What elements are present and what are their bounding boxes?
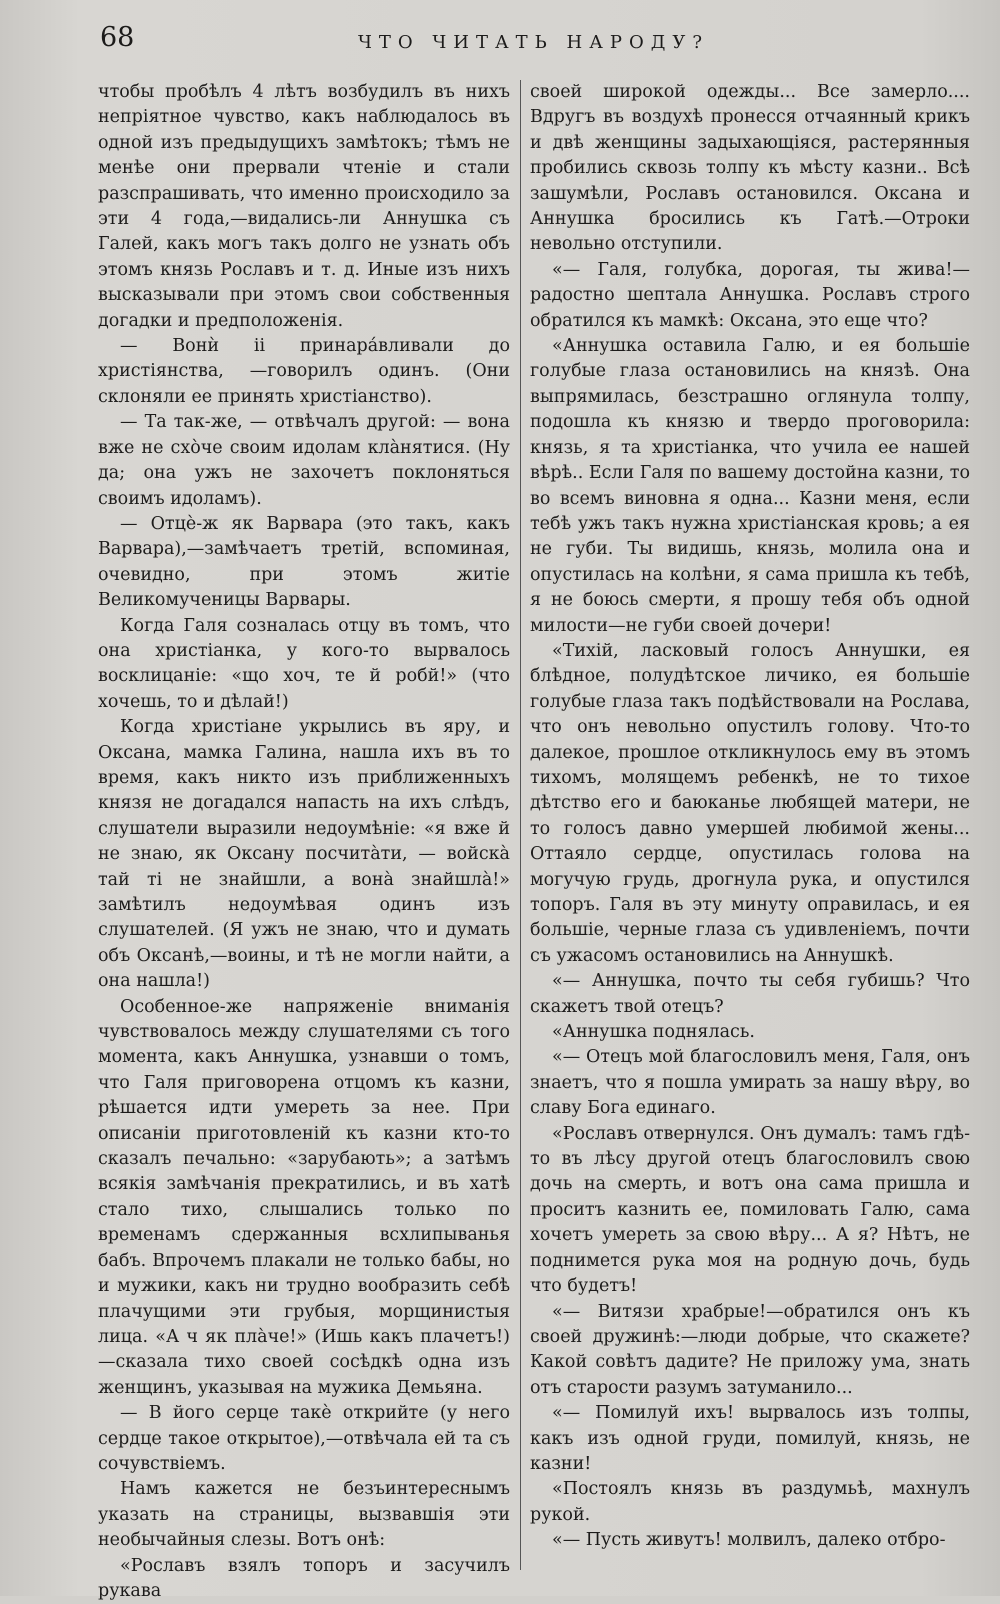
paragraph: Особенное-же напряженіе вниманія чувствовалось между слушателями съ того момента, какъ Аннушка, узнавши о томъ, что Галя приговорена отцомъ къ казни, рѣшается идти умереть за нее. При описаніи приготовленій къ казни кто-то сказалъ печально: «зарубають»; а затѣмъ всякія замѣчанія прекратились, и въ хатѣ стало тихо, слышались только по временамъ сдержанныя всхлипыванья бабъ. Впрочемъ плакали не только бабы, но и мужики, какъ ни трудно вообразить себѣ плачущими эти грубыя, морщинистыя лица. «А ч як плàче!» (Ишь какъ плачетъ!)—сказала тихо своей сосѣдкѣ одна изъ женщинъ, указывая на мужика Демьяна. <box>98 996 510 1398</box>
paragraph: «Рославъ взялъ топоръ и засучилъ рукава <box>98 1555 510 1601</box>
page-header <box>100 22 960 62</box>
column-divider <box>520 80 521 1570</box>
paragraph: «Постоялъ князь въ раздумьѣ, махнулъ рукой. <box>530 1479 970 1525</box>
paragraph: чтобы пробѣлъ 4 лѣтъ возбудилъ въ нихъ непріятное чувство, какъ наблюдалось въ одной изъ предыдущихъ замѣтокъ; тѣмъ не менѣе они прервали чтеніе и стали разспрашивать, что именно происходило за эти 4 года,—видались-ли Аннушка съ Галей, какъ могъ такъ долго не узнать объ этомъ князь Рославъ и т. д. Иные изъ нихъ высказывали при этомъ свои собственныя догадки и предположенія. <box>98 82 510 331</box>
paragraph: «— Витязи храбрые!—обратился онъ къ своей дружинѣ:—люди добрые, что скажете? Какой совѣтъ дадите? Не приложу ума, знать отъ старости разумъ затуманило... <box>530 1301 970 1398</box>
paragraph: — В його серце такè открийте (у него сердце такое открытое),—отвѣчала ей та съ сочувствіемъ. <box>98 1403 510 1474</box>
paragraph: «Тихій, ласковый голосъ Аннушки, ея блѣдное, полудѣтское личико, ея большіе голубые глаза такъ подѣйствовали на Рослава, что онъ невольно опустилъ голову. Что-то далекое, прошлое откликнулось ему въ этомъ тихомъ, молящемъ ребенкѣ, не то тихое дѣтство его и баюканье любящей матери, не то голосъ давно умершей любимой жены... Оттаяло сердце, опустилась голова на могучую грудь, дрогнула рука, и опустился топоръ. Галя въ эту минуту оправилась, и ея большіе, черные глаза съ удивленіемъ, почти съ ужасомъ остановились на Аннушкѣ. <box>530 640 970 966</box>
paragraph: — Отцè-ж як Варвара (это такъ, какъ Варвара),—замѣчаетъ третій, вспоминая, очевидно, при этомъ житіе Великомученицы Варвары. <box>98 513 510 611</box>
page-number: 68 <box>100 22 135 53</box>
paragraph: «— Отецъ мой благословилъ меня, Галя, онъ знаетъ, что я пошла умирать за нашу вѣру, во славу Бога единаго. <box>530 1047 970 1119</box>
paragraph: «— Пусть живутъ! молвилъ, далеко отбро- <box>552 1530 946 1551</box>
left-column <box>98 80 510 1604</box>
paragraph: «Рославъ отвернулся. Онъ думалъ: тамъ гдѣ-то въ лѣсу другой отецъ благословилъ свою дочь на смерть, и вотъ она сама пришла и проситъ казнить ее, помиловать Галю, сама хочетъ умереть за свою вѣру... А я? Нѣтъ, не поднимется рука моя на родную дочь, будь что будетъ! <box>530 1123 970 1297</box>
running-title: ЧТО ЧИТАТЬ НАРОДУ? <box>358 32 709 53</box>
paragraph: — Та так-же, — отвѣчалъ другой: — вона вже не схòче своим идолам клàнятися. (Ну да; она ужъ не захочетъ поклоняться своимъ идоламъ). <box>98 412 510 509</box>
paragraph: Намъ кажется не безъинтереснымъ указать на страницы, вызвавшія эти необычайныя слезы. Вотъ онѣ: <box>98 1479 510 1551</box>
right-column <box>530 80 970 1554</box>
paragraph: «Аннушка оставила Галю, и ея большіе голубые глаза остановились на князѣ. Она выпрямилась, безстрашно оглянула толпу, подошла къ князю и твердо проговорила: князь, я та христіанка, что учила ее нашей вѣрѣ.. Если Галя по вашему достойна казни, то во всемъ виновна я одна... Казни меня, если тебѣ ужъ такъ нужна христіанская кровь; а ея не губи. Ты видишь, князь, молила она и опустилась на колѣни, я сама пришла къ тебѣ, я не боюсь смерти, я прошу тебя объ одной милости—не губи своей дочери! <box>530 336 970 636</box>
paragraph: «— Аннушка, почто ты себя губишь? Что скажетъ твой отецъ? <box>530 971 970 1017</box>
paragraph: своей широкой одежды... Все замерло.... Вдругъ въ воздухѣ пронесся отчаянный крикъ и двѣ женщины задыхающіяся, растерянныя пробились сквозь толпу къ мѣсту казни.. Всѣ зашумѣли, Рославъ остановился. Оксана и Аннушка бросились къ Гатѣ.—Отроки невольно отступили. <box>530 82 970 255</box>
paragraph: «— Галя, голубка, дорогая, ты жива!—радостно шептала Аннушка. Рославъ строго обратился къ мамкѣ: Оксана, это еще что? <box>530 259 970 331</box>
paragraph: «— Помилуй ихъ! вырвалось изъ толпы, какъ изъ одной груди, помилуй, князь, не казни! <box>530 1403 970 1474</box>
paragraph: — Вонѝ іі принарáвливали до христіянства, —говорилъ одинъ. (Они склоняли ее принять христіанство). <box>98 336 510 407</box>
paragraph: Когда христіане укрылись въ яру, и Оксана, мамка Галина, нашла ихъ въ то время, какъ никто изъ приближенныхъ князя не догадался напасть на ихъ слѣдъ, слушатели выразили недоумѣніе: «я вже й не знаю, як Оксану посчитàти, — войскà тай ті не знайшли, а вонà знайшлà!» замѣтилъ недоумѣвая одинъ изъ слушателей. (Я ужъ не знаю, что и думать объ Оксанѣ,—воины, и тѣ не могли найти, а она нашла!) <box>98 717 510 992</box>
paragraph: «Аннушка поднялась. <box>552 1022 755 1043</box>
paragraph: Когда Галя созналась отцу въ томъ, что она христіанка, у кого-то вырвалось восклицаніе: «що хоч, те й робй!» (что хочешь, то и дѣлай!) <box>98 615 510 712</box>
